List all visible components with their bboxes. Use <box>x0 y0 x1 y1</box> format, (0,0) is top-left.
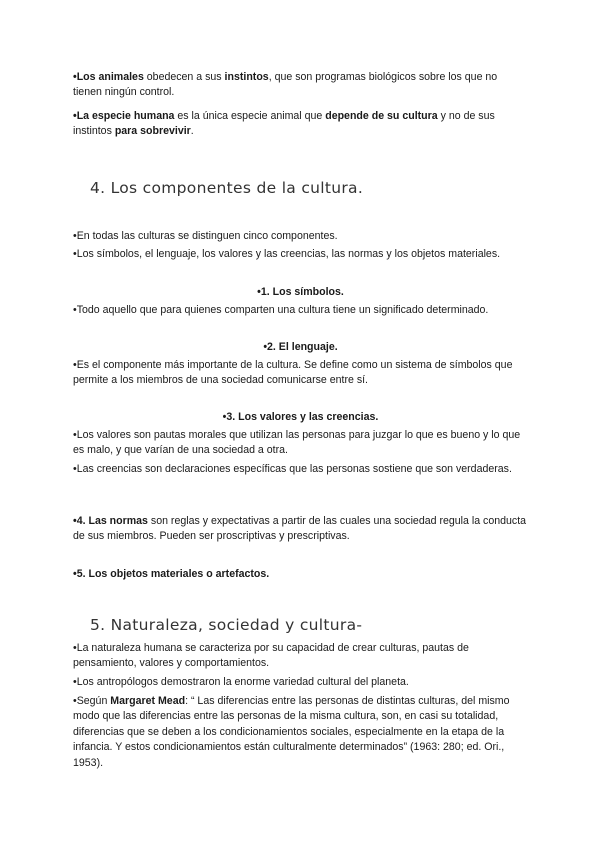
subheading-symbols: •1. Los símbolos. <box>257 286 344 298</box>
bold-text: •4. Las normas <box>73 515 148 527</box>
subheading-language: •2. El lenguaje. <box>263 341 338 353</box>
text: es la única especie animal que <box>174 110 326 122</box>
paragraph-human-nature: •La naturaleza humana se caracteriza por su capacidad de crear culturas, pautas de pensamiento, valores y comportamientos. <box>73 642 469 670</box>
paragraph-norms <box>73 514 528 545</box>
text: . <box>190 125 194 138</box>
paragraph-beliefs: •Las creencias son declaraciones específicas que las personas sostiene que son verdaderas. <box>73 463 512 475</box>
text: y no de sus instintos <box>73 110 495 138</box>
bold-text: •5. Los objetos materiales o artefactos. <box>73 568 270 580</box>
bold-text: •Los animales <box>73 71 144 83</box>
bold-text: instintos <box>224 71 269 83</box>
section-5-heading: 5. Naturaleza, sociedad y cultura- <box>90 616 363 634</box>
text: •Según <box>73 695 111 707</box>
section-4-heading: 4. Los componentes de la cultura. <box>90 179 364 197</box>
text: : “ Las diferencias entre las personas de distintas culturas, del mismo modo que las diferencias entre las personas de la misma cultura, son, en casi su totalidad, diferencias que se deben a los condicionamientos sociales, especialmente en la etapa de la infancia. Y estos condicionamientos están culturalmente determinados” (1963: 280; ed. Ori., 1953). <box>73 695 510 769</box>
text: , que son programas biológicos sobre los que no tienen ningún control. <box>73 71 498 99</box>
bold-text: depende de su cultura <box>325 110 438 122</box>
paragraph-margaret-mead-quote <box>73 694 528 771</box>
bold-text: para sobrevivir <box>114 125 191 138</box>
paragraph-human-species <box>73 109 528 140</box>
paragraph-animals <box>73 70 528 101</box>
paragraph-component-list: •Los símbolos, el lenguaje, los valores y las creencias, las normas y los objetos materiales. <box>73 248 501 260</box>
bold-text: Margaret Mead <box>110 695 186 707</box>
text: obedecen a sus <box>143 71 225 83</box>
subheading-values-beliefs: •3. Los valores y las creencias. <box>222 411 379 423</box>
bold-text: •La especie humana <box>73 110 175 122</box>
paragraph-language: •Es el componente más importante de la cultura. Se define como un sistema de símbolos que permite a los miembros de una sociedad comunicarse entre sí. <box>73 359 513 387</box>
paragraph-values: •Los valores son pautas morales que utilizan las personas para juzgar lo que es bueno y lo que es malo, y que varían de una sociedad a otra. <box>73 429 521 457</box>
paragraph-symbols: •Todo aquello que para quienes comparten una cultura tiene un significado determinado. <box>73 304 489 316</box>
paragraph-five-components: •En todas las culturas se distinguen cinco componentes. <box>73 230 338 242</box>
text: son reglas y expectativas a partir de las cuales una sociedad regula la conducta de sus miembros. Pueden ser proscriptivas y prescriptivas. <box>73 515 527 543</box>
paragraph-anthropologists: •Los antropólogos demostraron la enorme variedad cultural del planeta. <box>73 676 409 688</box>
paragraph-material-objects <box>73 567 528 582</box>
